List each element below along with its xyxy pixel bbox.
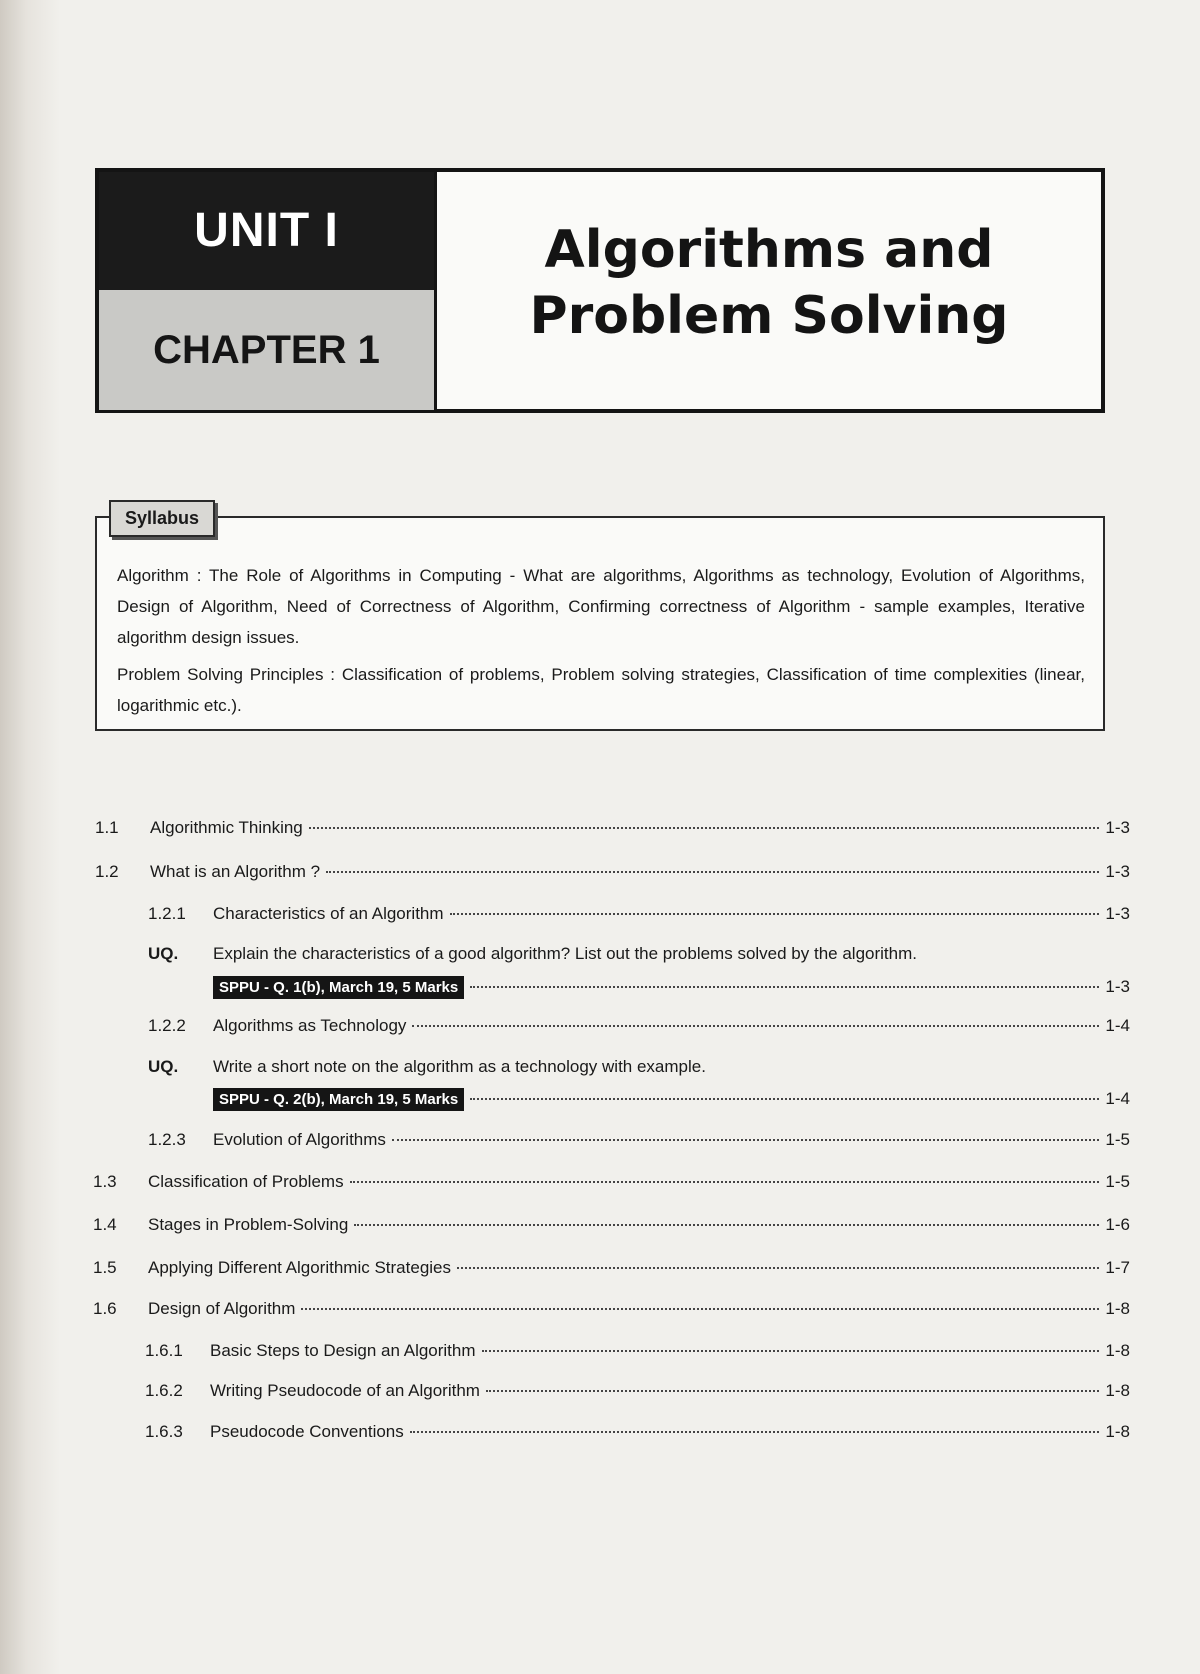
toc-number: 1.6 [93, 1299, 117, 1318]
header-left-panel [99, 172, 437, 409]
toc-label: Algorithmic Thinking [150, 818, 303, 837]
toc-number: 1.2.2 [148, 1016, 186, 1035]
dot-leader [470, 986, 1099, 988]
dot-leader [326, 871, 1099, 873]
dot-leader [486, 1390, 1099, 1392]
dot-leader [354, 1224, 1099, 1226]
toc-page: 1-3 [1105, 862, 1130, 881]
toc-number: 1.2 [95, 862, 119, 881]
chapter-label: CHAPTER 1 [99, 290, 434, 410]
chapter-title-line2: Problem Solving [529, 286, 1009, 346]
toc-page: 1-7 [1105, 1258, 1130, 1277]
toc-label: Classification of Problems [148, 1172, 344, 1191]
uq-question-row [148, 1057, 1130, 1081]
uq-question-row [148, 944, 1130, 968]
toc-page: 1-3 [1105, 818, 1130, 837]
dot-leader [309, 827, 1100, 829]
unit-label: UNIT I [99, 172, 434, 290]
sppu-badge: SPPU - Q. 1(b), March 19, 5 Marks [213, 976, 464, 999]
toc-page: 1-8 [1105, 1422, 1130, 1441]
toc-label: Characteristics of an Algorithm [213, 904, 444, 923]
toc-row[interactable] [148, 1016, 1130, 1040]
toc-row[interactable] [148, 1130, 1130, 1154]
dot-leader [482, 1350, 1100, 1352]
toc-page: 1-4 [1105, 1089, 1130, 1108]
dot-leader [392, 1139, 1100, 1141]
uq-tag: UQ. [148, 1057, 179, 1076]
dot-leader [301, 1308, 1099, 1310]
uq-question-text: Write a short note on the algorithm as a technology with example. [213, 1057, 706, 1076]
toc-number: 1.2.3 [148, 1130, 186, 1149]
syllabus-text [117, 560, 1085, 727]
dot-leader [457, 1267, 1099, 1269]
dot-leader [410, 1431, 1100, 1433]
toc-row[interactable] [93, 1299, 1130, 1323]
toc-number: 1.3 [93, 1172, 117, 1191]
uq-question-text: Explain the characteristics of a good algorithm? List out the problems solved by the algorithm. [213, 944, 917, 963]
chapter-header [95, 168, 1105, 413]
uq-tag: UQ. [148, 944, 179, 963]
toc-number: 1.1 [95, 818, 119, 837]
toc-number: 1.5 [93, 1258, 117, 1277]
toc-row[interactable] [95, 862, 1130, 886]
chapter-title [439, 217, 1099, 349]
uq-badge-row[interactable] [213, 1088, 1130, 1112]
toc-row[interactable] [93, 1172, 1130, 1196]
toc-label: Stages in Problem-Solving [148, 1215, 349, 1234]
toc-page: 1-8 [1105, 1341, 1130, 1360]
toc-row[interactable] [93, 1258, 1130, 1282]
toc-label: Writing Pseudocode of an Algorithm [210, 1381, 480, 1400]
toc-page: 1-8 [1105, 1381, 1130, 1400]
toc-page: 1-8 [1105, 1299, 1130, 1318]
toc-row[interactable] [145, 1341, 1130, 1365]
syllabus-paragraph-algorithm: Algorithm : The Role of Algorithms in Computing - What are algorithms, Algorithms as technology, Evolution of Algorithms, Design of Algorithm, Need of Correctness of Algorithm, Confirming correctness of Algorithm - sample examples, Iterative algorithm design issues. [117, 566, 1085, 647]
sppu-badge: SPPU - Q. 2(b), March 19, 5 Marks [213, 1088, 464, 1111]
dot-leader [470, 1098, 1099, 1100]
toc-page: 1-3 [1105, 977, 1130, 996]
toc-row[interactable] [95, 818, 1130, 842]
toc-label: Algorithms as Technology [213, 1016, 407, 1035]
chapter-title-line1: Algorithms and [544, 220, 994, 280]
dot-leader [412, 1025, 1099, 1027]
toc-page: 1-4 [1105, 1016, 1130, 1035]
toc-label: Design of Algorithm [148, 1299, 296, 1318]
toc-number: 1.6.2 [145, 1381, 183, 1400]
toc-row[interactable] [93, 1215, 1130, 1239]
syllabus-tab: Syllabus [109, 500, 215, 537]
page-edge-shadow [0, 0, 60, 1674]
dot-leader [450, 913, 1100, 915]
toc-page: 1-3 [1105, 904, 1130, 923]
toc-number: 1.2.1 [148, 904, 186, 923]
toc-row[interactable] [145, 1422, 1130, 1446]
toc-page: 1-5 [1105, 1130, 1130, 1149]
toc-row[interactable] [145, 1381, 1130, 1405]
toc-label: Applying Different Algorithmic Strategies [148, 1258, 452, 1277]
toc-number: 1.6.3 [145, 1422, 183, 1441]
toc-label: Evolution of Algorithms [213, 1130, 386, 1149]
toc-label: Basic Steps to Design an Algorithm [210, 1341, 476, 1360]
uq-badge-row[interactable] [213, 976, 1130, 1000]
toc-page: 1-6 [1105, 1215, 1130, 1234]
toc-label: What is an Algorithm ? [150, 862, 321, 881]
toc-page: 1-5 [1105, 1172, 1130, 1191]
syllabus-paragraph-problem-solving: Problem Solving Principles : Classification of problems, Problem solving strategies, Classification of time complexities (linear, logarithmic etc.). [117, 665, 1085, 715]
toc-number: 1.4 [93, 1215, 117, 1234]
dot-leader [350, 1181, 1100, 1183]
toc-number: 1.6.1 [145, 1341, 183, 1360]
toc-row[interactable] [148, 904, 1130, 928]
toc-label: Pseudocode Conventions [210, 1422, 404, 1441]
syllabus-box [95, 508, 1105, 731]
